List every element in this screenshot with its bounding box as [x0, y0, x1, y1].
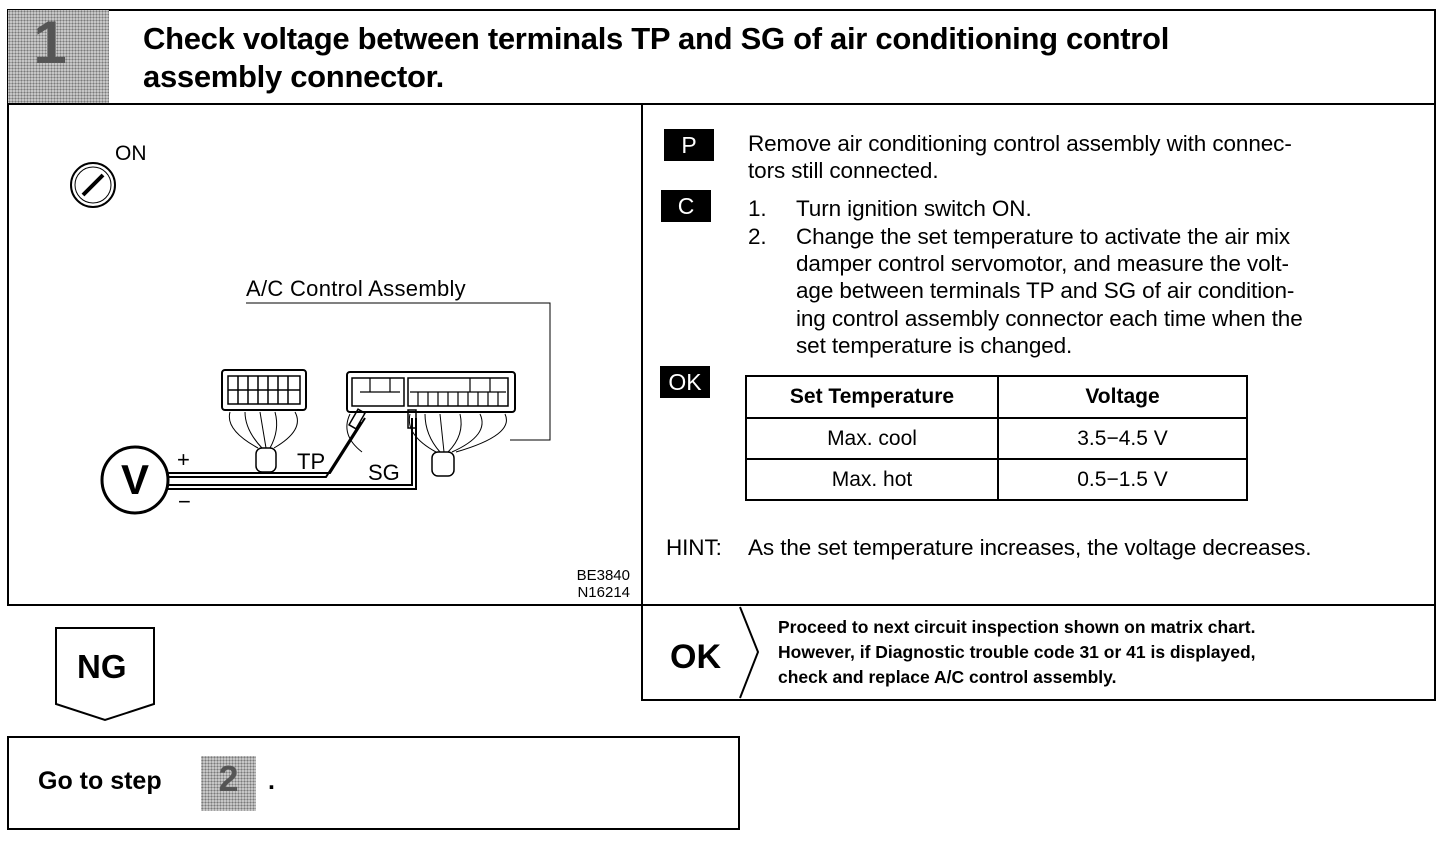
c2-line-3: age between terminals TP and SG of air condition- — [796, 278, 1295, 303]
c1-number: 1. — [748, 196, 767, 221]
figure-code-line-1: BE3840 — [576, 567, 630, 584]
table-row — [746, 459, 1247, 500]
ignition-switch-icon — [71, 163, 115, 207]
title-line-2: assembly connector. — [143, 59, 444, 94]
hint-text: As the set temperature increases, the voltage decreases. — [748, 535, 1312, 560]
ok-result-line-1: Proceed to next circuit inspection shown on matrix chart. — [778, 617, 1256, 637]
goto-step-text: Go to step — [38, 767, 162, 795]
ok-result-line-3: check and replace A/C control assembly. — [778, 667, 1117, 687]
c-tag: C — [661, 190, 711, 222]
ok-result-message — [778, 615, 1256, 690]
spec-header-row — [746, 376, 1247, 418]
ng-result-label: NG — [77, 648, 127, 685]
c2-line-1: Change the set temperature to activate the air mix — [796, 224, 1291, 249]
c2-line-2: damper control servomotor, and measure the volt- — [796, 251, 1289, 276]
spec-header-temperature: Set Temperature — [746, 376, 998, 418]
goto-step-number: 2 — [218, 758, 239, 799]
c2-line-4: ing control assembly connector each time when the — [796, 306, 1303, 331]
minus-label: − — [178, 489, 191, 514]
sg-label: SG — [368, 460, 400, 485]
spec-cell-temperature: Max. cool — [746, 418, 998, 459]
switch-on-label: ON — [115, 142, 147, 165]
spec-header-voltage: Voltage — [998, 376, 1247, 418]
figure-code — [540, 567, 630, 601]
goto-step-period: . — [268, 767, 275, 795]
spec-cell-temperature: Max. hot — [746, 459, 998, 500]
table-row — [746, 418, 1247, 459]
c2-number: 2. — [748, 224, 767, 249]
p-line-2: tors still connected. — [748, 158, 939, 183]
c2-line-5: set temperature is changed. — [796, 333, 1073, 358]
figure-code-line-2: N16214 — [577, 584, 630, 601]
title-line-1: Check voltage between terminals TP and SG of air conditioning control — [143, 21, 1170, 56]
ok-result-label: OK — [670, 638, 721, 676]
voltmeter-label: V — [120, 456, 149, 503]
spec-cell-voltage: 0.5−1.5 V — [998, 459, 1247, 500]
plus-label: + — [177, 447, 190, 472]
p-line-1: Remove air conditioning control assembly with connec- — [748, 131, 1292, 156]
connector-left-icon — [222, 370, 306, 472]
hint-label: HINT: — [666, 535, 722, 560]
tp-label: TP — [297, 449, 326, 474]
c1-text: Turn ignition switch ON. — [796, 196, 1032, 221]
p-tag: P — [664, 129, 714, 161]
ok-result-line-2: However, if Diagnostic trouble code 31 or 41 is displayed, — [778, 642, 1256, 662]
spec-cell-voltage: 3.5−4.5 V — [998, 418, 1247, 459]
spec-table — [745, 375, 1248, 501]
wiring-diagram — [0, 0, 640, 604]
step-number: 1 — [33, 9, 67, 76]
assembly-label: A/C Control Assembly — [246, 276, 466, 301]
ok-tag: OK — [660, 366, 710, 398]
